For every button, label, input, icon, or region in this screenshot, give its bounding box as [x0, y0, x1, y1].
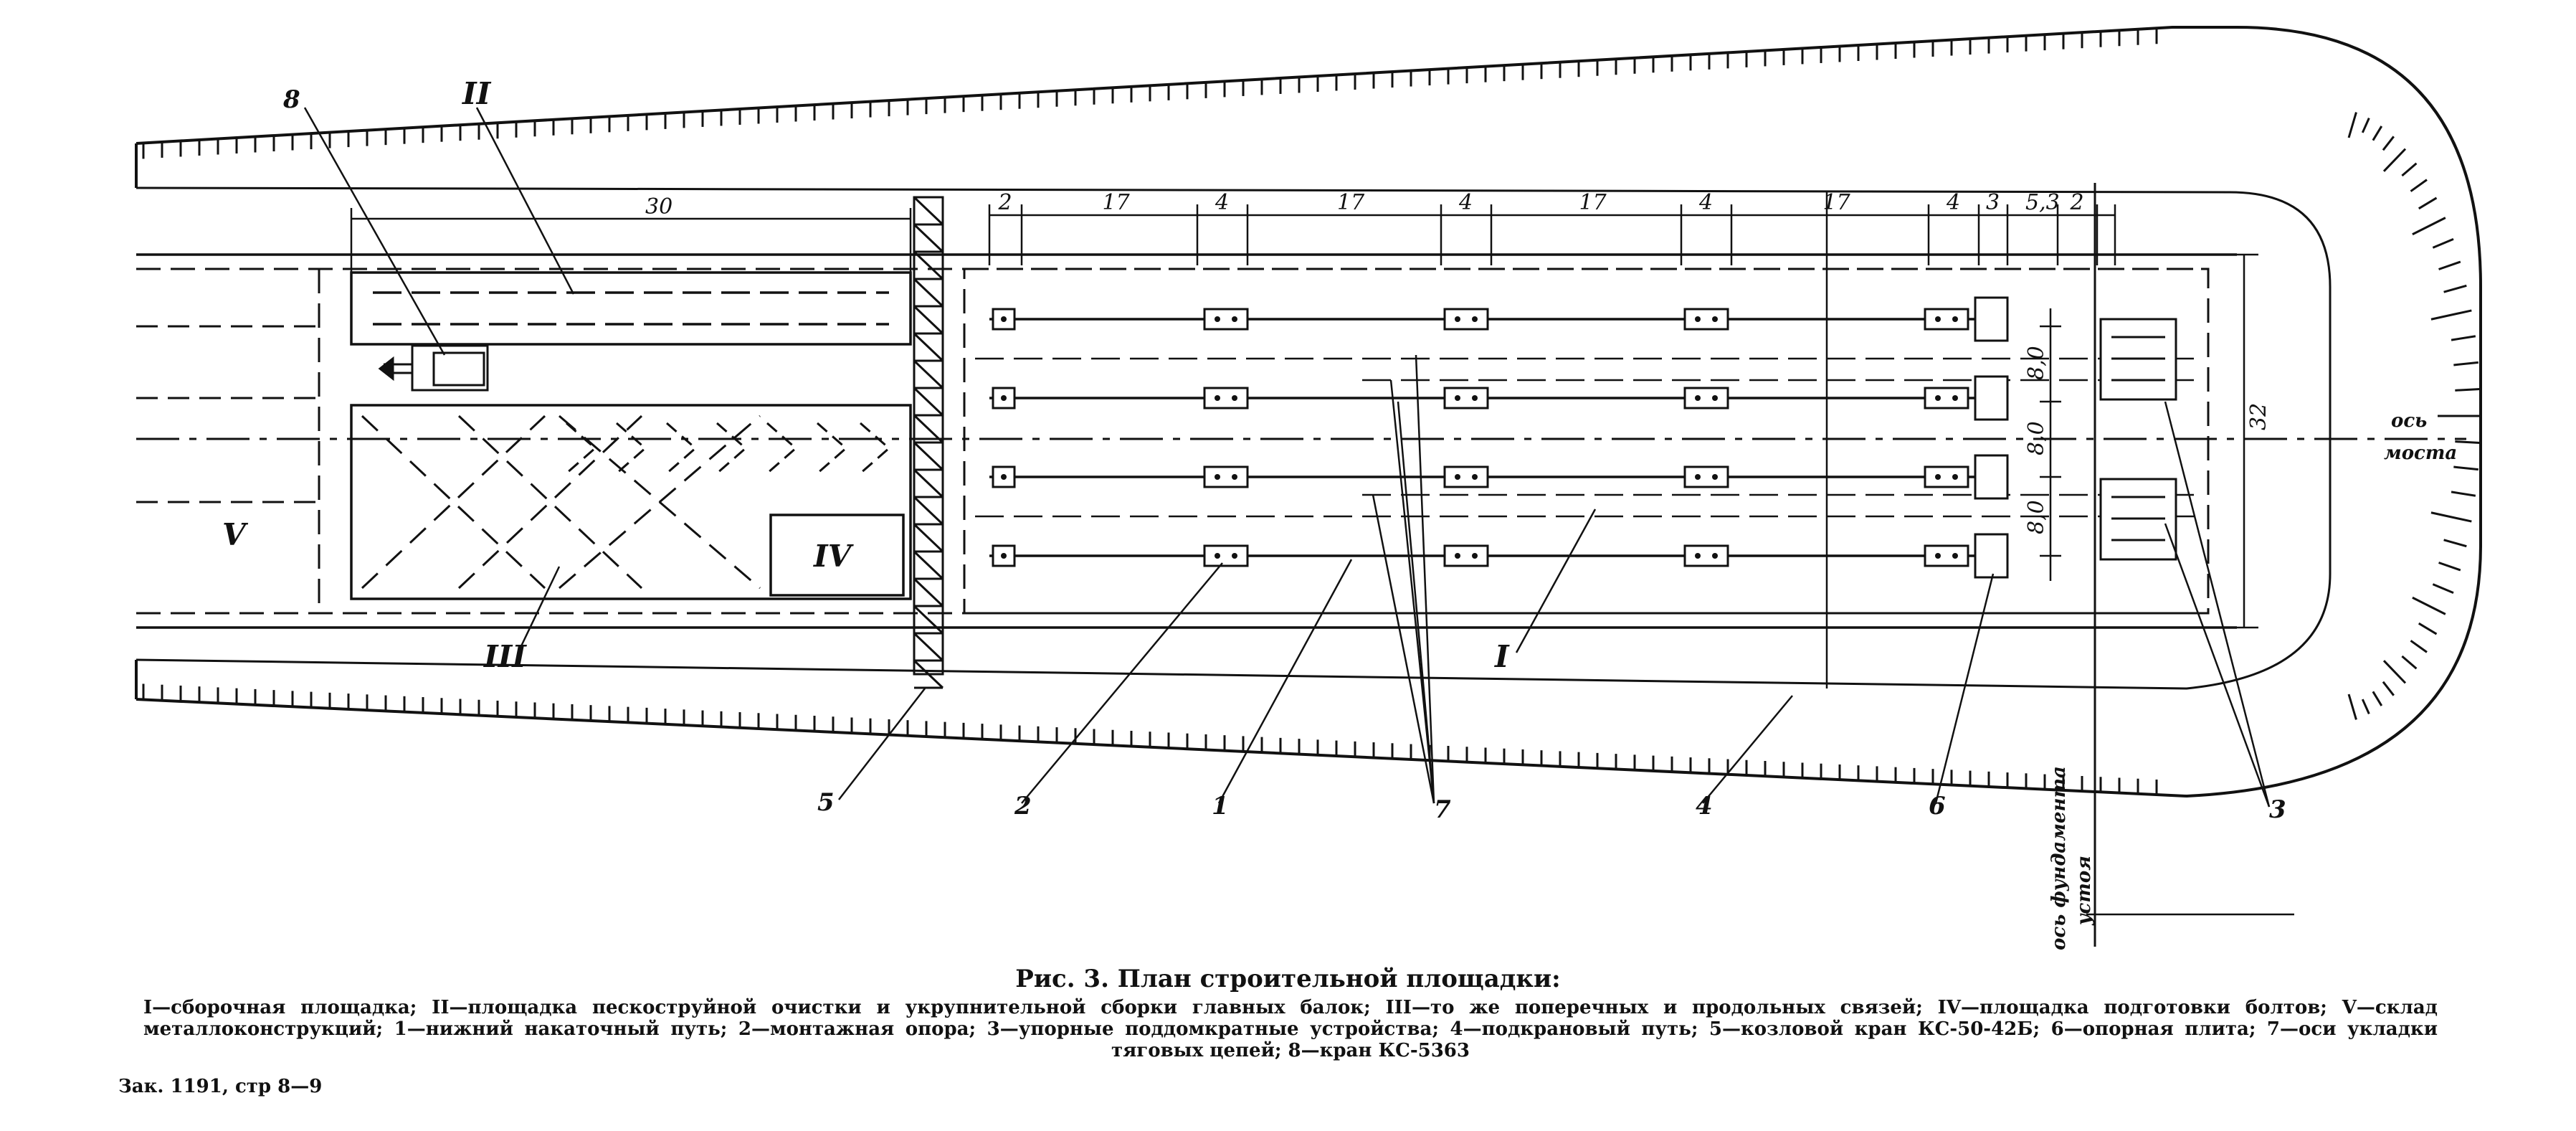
hatch-mark: [2383, 682, 2394, 696]
support-pin: [1472, 474, 1478, 480]
zone-i-label: I: [1495, 639, 1509, 674]
crane-rail-track: [136, 255, 2237, 628]
dimension-label: 4: [1459, 190, 1473, 215]
assembly-support: [1204, 467, 1247, 487]
support-pin: [1215, 316, 1220, 322]
dimension-8-label-2: 8,0: [2024, 421, 2049, 455]
embankment-outline: [136, 27, 2481, 796]
hatch-mark: [2419, 198, 2437, 209]
hatch-mark: [2455, 442, 2480, 443]
hatch-mark: [2373, 691, 2382, 706]
hatch-mark: [2362, 118, 2369, 133]
assembly-support: [1925, 388, 1968, 408]
support-pin: [1472, 395, 1478, 401]
hatch-mark: [2453, 467, 2478, 470]
bearing-plate: [1975, 455, 2007, 498]
support-pin: [1001, 395, 1007, 401]
assembly-supports: [993, 298, 2007, 577]
bridge-axis-label-2: моста: [2384, 443, 2458, 464]
dimension-label: 17: [1822, 190, 1850, 215]
dimension-label: 4: [1699, 190, 1714, 215]
hatch-mark: [2431, 311, 2471, 319]
assembly-support: [1925, 546, 1968, 566]
hatch-mark: [2349, 694, 2356, 719]
support-pin: [1695, 553, 1701, 559]
support-pin: [1232, 553, 1237, 559]
hatch-mark: [2383, 136, 2394, 150]
dimension-label: 17: [1579, 190, 1607, 215]
hatch-mark: [2444, 285, 2467, 292]
support-pin: [1952, 316, 1958, 322]
gantry-brace: [914, 388, 943, 415]
hatch-mark: [2433, 239, 2453, 247]
support-pin: [1232, 316, 1237, 322]
hatch-mark: [2384, 661, 2405, 683]
hatch-mark: [2455, 389, 2480, 391]
assembly-support: [1925, 467, 1968, 487]
dimension-label: 5,3: [2025, 190, 2060, 215]
dimension-label: 17: [1337, 190, 1365, 215]
assembly-support: [1445, 309, 1488, 329]
support-pin: [1935, 316, 1941, 322]
dimension-30-label: 30: [645, 194, 673, 219]
support-pin: [1472, 316, 1478, 322]
gantry-brace: [914, 197, 943, 224]
bridge-axis-label-1: ось: [2391, 410, 2428, 432]
dimension-label: 2: [2070, 190, 2084, 215]
support-pin: [1935, 474, 1941, 480]
support-pin: [1695, 395, 1701, 401]
gantry-brace: [914, 579, 943, 606]
callout-3: 3: [2269, 795, 2286, 824]
hatch-mark: [2402, 656, 2416, 668]
dimension-label: 4: [1215, 190, 1230, 215]
assembly-support: [1445, 467, 1488, 487]
dimension-label: 3: [1986, 190, 2000, 215]
dimension-label: 17: [1102, 190, 1130, 215]
gantry-brace: [914, 306, 943, 333]
bearing-plate: [1975, 298, 2007, 341]
callout-4: 4: [1696, 792, 1713, 820]
bearing-plate: [1975, 534, 2007, 577]
assembly-support: [1445, 546, 1488, 566]
launching-tracks: [975, 319, 2194, 556]
assembly-support: [1445, 388, 1488, 408]
assembly-support: [1685, 388, 1728, 408]
callout-7: 7: [1434, 795, 1451, 824]
foundation-axis-label-2: устоя: [2073, 856, 2095, 925]
support-pin: [1001, 316, 1007, 322]
hatch-mark: [2444, 540, 2467, 546]
foundation-axis-label-1: ось фундамента: [2048, 766, 2070, 950]
assembly-support: [1685, 546, 1728, 566]
support-pin: [1712, 395, 1718, 401]
support-pin: [1455, 316, 1460, 322]
zone-ii-area: [351, 273, 911, 344]
hatch-mark: [2373, 126, 2382, 141]
support-pin: [1712, 474, 1718, 480]
figure-title: Рис. 3. План строительной площадки:: [1015, 965, 1561, 993]
hatch-mark: [2410, 640, 2426, 652]
hatch-mark: [2413, 597, 2446, 614]
callout-leaders: [305, 108, 2294, 914]
support-pin: [1935, 553, 1941, 559]
gantry-brace: [914, 470, 943, 497]
gantry-brace: [914, 333, 943, 361]
zone-iii-label: III: [484, 639, 526, 674]
support-pin: [1215, 553, 1220, 559]
gantry-brace: [914, 361, 943, 388]
callout-6: 6: [1929, 792, 1946, 820]
hatch-mark: [2419, 623, 2437, 634]
hatch-mark: [2349, 113, 2356, 138]
dimension-32: [2230, 255, 2258, 628]
support-pin: [1215, 395, 1220, 401]
support-pin: [1001, 474, 1007, 480]
callout-8: 8: [283, 85, 300, 114]
hatch-mark: [2410, 180, 2426, 191]
hatch-mark: [2453, 362, 2478, 365]
support-pin: [1232, 474, 1237, 480]
support-pin: [1712, 553, 1718, 559]
gantry-brace: [914, 279, 943, 306]
assembly-support: [1685, 309, 1728, 329]
gantry-brace: [914, 497, 943, 524]
assembly-support: [1204, 309, 1247, 329]
gantry-brace: [914, 606, 943, 633]
assembly-support: [1925, 309, 1968, 329]
hatch-mark: [2362, 699, 2369, 714]
zone-iv-label: IV: [814, 539, 852, 574]
dimension-8-label-3: 8,0: [2024, 500, 2049, 534]
hatch-mark: [2413, 218, 2446, 235]
support-pin: [1232, 395, 1237, 401]
slope-hatching: [143, 28, 2481, 795]
bearing-plate: [1975, 377, 2007, 420]
gantry-brace: [914, 443, 943, 470]
hatch-mark: [2439, 262, 2461, 270]
assembly-support: [1204, 546, 1247, 566]
callout-1: 1: [1212, 792, 1229, 820]
callout-2: 2: [1014, 792, 1032, 820]
support-pin: [1455, 395, 1460, 401]
hatch-mark: [2451, 336, 2476, 340]
crane-ks-5363: [380, 346, 488, 390]
support-pin: [1001, 553, 1007, 559]
dimension-32-label: 32: [2246, 402, 2271, 430]
support-pin: [1695, 316, 1701, 322]
hatch-mark: [2439, 563, 2461, 571]
hatch-mark: [2451, 492, 2476, 496]
support-pin: [1472, 553, 1478, 559]
figure-legend: I—сборочная площадка; II—площадка пескоструйной очистки и укрупнительной сборки главных балок; III—то же поперечных и продольных связей; IV—площадка подготовки болтов; V—склад металлоконструкций; 1—нижний накаточный путь; 2—монтажная опора; 3—упорные поддомкратные устройства; 4—подкрановый путь; 5—козловой кран КС-50-42Б; 6—опорная плита; 7—оси укладки тяговых цепей; 8—кран КС-5363: [143, 997, 2438, 1061]
gantry-brace: [914, 524, 943, 552]
support-pin: [1935, 395, 1941, 401]
support-pin: [1215, 474, 1220, 480]
top-dimension-labels: [998, 190, 2084, 215]
support-pin: [1952, 553, 1958, 559]
gantry-brace: [914, 224, 943, 252]
support-pin: [1952, 474, 1958, 480]
support-pin: [1695, 474, 1701, 480]
support-pin: [1712, 316, 1718, 322]
zone-ii-label: II: [462, 76, 491, 111]
dimension-30: [351, 208, 911, 273]
hatch-mark: [2384, 149, 2405, 171]
assembly-support: [1685, 467, 1728, 487]
hatch-mark: [2431, 513, 2471, 521]
support-pin: [1455, 553, 1460, 559]
figure-footer: Зак. 1191, стр 8—9: [118, 1076, 323, 1097]
hatch-mark: [2402, 164, 2416, 176]
assembly-support: [1204, 388, 1247, 408]
zone-v-boundary: [136, 326, 315, 502]
gantry-brace: [914, 633, 943, 661]
support-pin: [1455, 474, 1460, 480]
gantry-brace: [914, 552, 943, 579]
dashed-zone-outlines: [136, 269, 2208, 613]
support-pin: [1952, 395, 1958, 401]
hatch-mark: [2433, 585, 2453, 593]
dimension-label: 4: [1947, 190, 1961, 215]
dimension-8-label-1: 8,0: [2024, 346, 2049, 380]
dimension-label: 2: [998, 190, 1012, 215]
zone-v-label: V: [222, 517, 246, 552]
callout-5: 5: [817, 788, 835, 817]
